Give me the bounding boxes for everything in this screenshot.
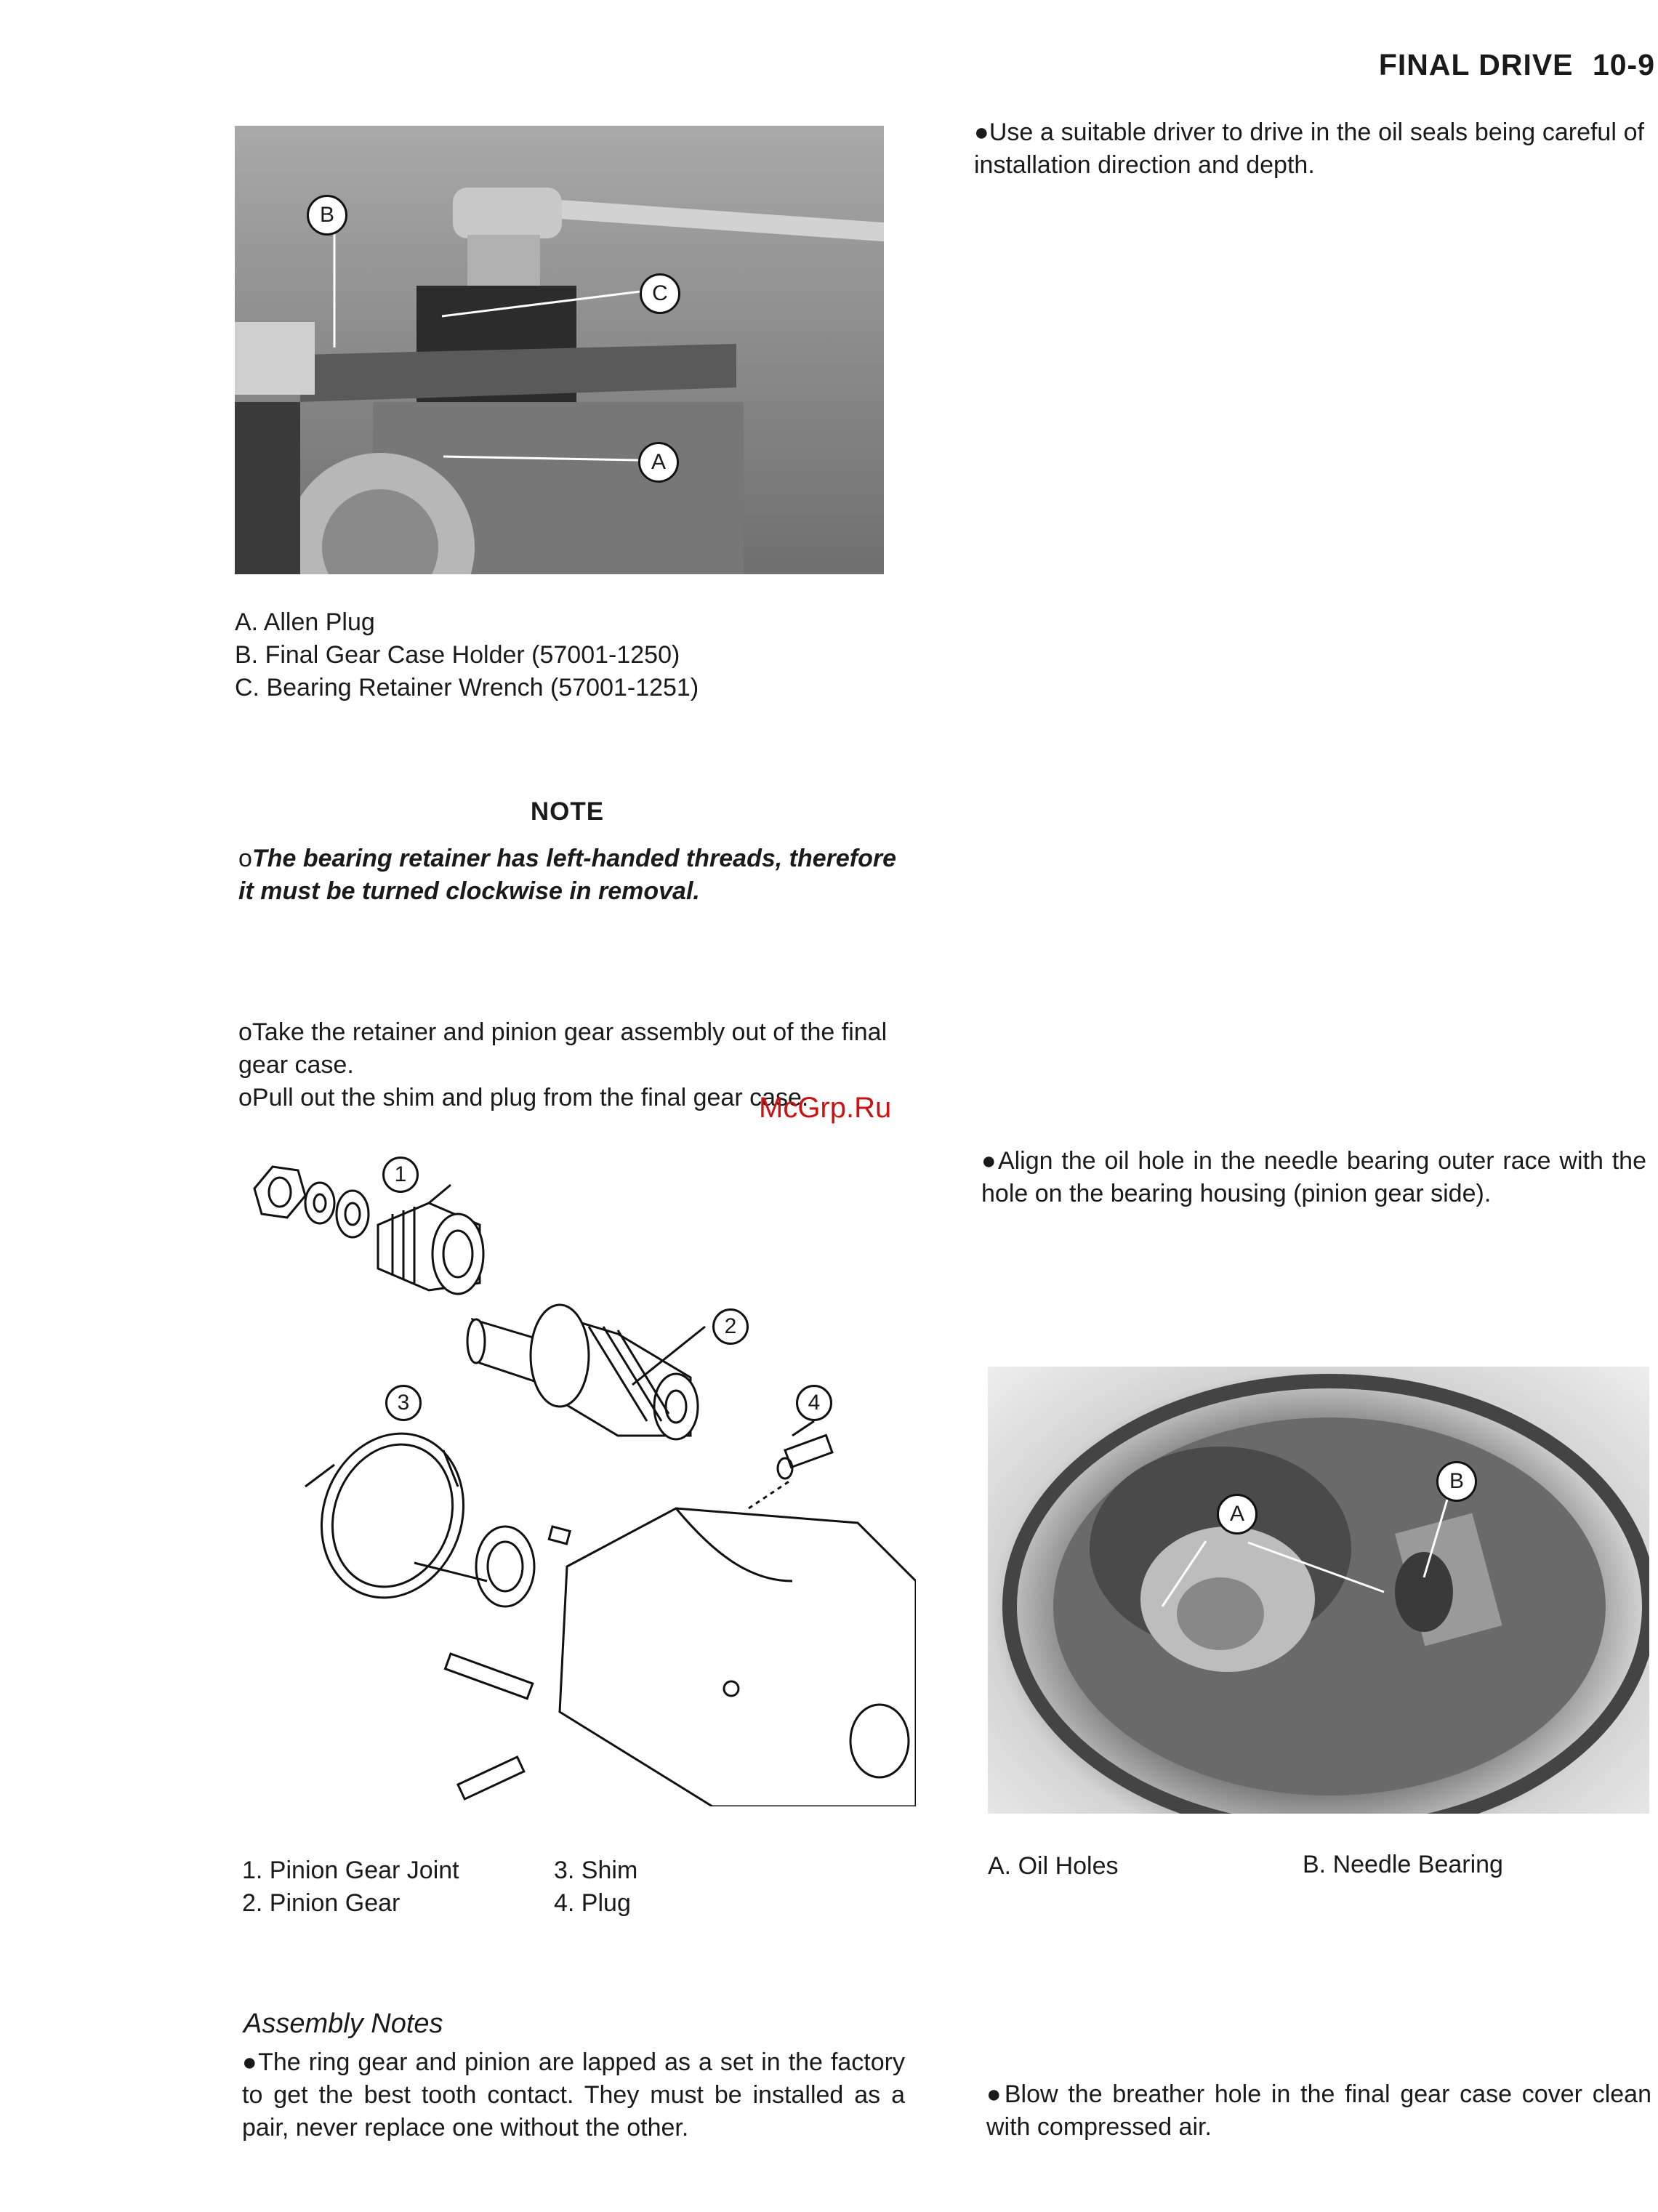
callout-a-oil-holes: A	[1217, 1494, 1257, 1535]
diagram-captions-right	[554, 1854, 845, 1920]
callout-a: A	[638, 442, 679, 483]
align-text: Align the oil hole in the needle bearing outer race with the hole on the bearing housing (pinion gear side).	[981, 1147, 1646, 1207]
step-take-retainer	[238, 1016, 904, 1082]
page-number: 10-9	[1592, 48, 1655, 81]
align-oil-hole-step	[981, 1145, 1646, 1210]
callout-1: 1	[382, 1157, 419, 1193]
note-body	[238, 842, 904, 908]
blow-breather-text: Blow the breather hole in the final gear case cover clean with compressed air.	[986, 2080, 1651, 2141]
photo1-captions	[235, 606, 889, 704]
note-title: NOTE	[530, 797, 605, 826]
caption-needle-bearing: B. Needle Bearing	[1303, 1851, 1503, 1878]
caption-2: 2. Pinion Gear	[242, 1889, 401, 1917]
assembly-note-text: The ring gear and pinion are lapped as a set in the factory to get the best tooth contact. They must be installed as a pair, never replace one without the other.	[242, 2048, 905, 2141]
callout-3: 3	[385, 1385, 422, 1421]
exploded-diagram	[240, 1145, 916, 1806]
callout-4: 4	[796, 1385, 832, 1421]
caption-c: C. Bearing Retainer Wrench (57001-1251)	[235, 674, 699, 701]
oil-seal-step	[974, 116, 1644, 182]
header-title: FINAL DRIVE	[1378, 48, 1574, 81]
callout-b: B	[307, 195, 347, 236]
photo-needle-bearing-drawing	[988, 1367, 1649, 1814]
caption-b: B. Final Gear Case Holder (57001-1250)	[235, 641, 680, 669]
step-bullet: o	[238, 1018, 252, 1046]
bullet: ●	[242, 2048, 259, 2076]
exploded-diagram-drawing	[240, 1145, 916, 1806]
assembly-notes-title: Assembly Notes	[244, 2008, 443, 2039]
blow-breather-step	[986, 2078, 1651, 2144]
page-header	[1379, 48, 1655, 82]
callout-b-needle-bearing: B	[1436, 1461, 1477, 1502]
bullet: ●	[986, 2080, 1005, 2108]
step-text: Pull out the shim and plug from the final gear case.	[251, 1084, 809, 1111]
watermark: McGrp.Ru	[759, 1092, 892, 1124]
oil-seal-text: Use a suitable driver to drive in the oil seals being careful of installation direction and depth.	[974, 118, 1644, 179]
bullet: ●	[981, 1147, 998, 1175]
caption-oil-holes: A. Oil Holes	[988, 1852, 1119, 1880]
assembly-note-body	[242, 2046, 905, 2144]
note-bullet: o	[238, 845, 252, 872]
caption-3: 3. Shim	[554, 1857, 638, 1884]
caption-1: 1. Pinion Gear Joint	[242, 1857, 459, 1884]
caption-4: 4. Plug	[554, 1889, 631, 1917]
caption-a: A. Allen Plug	[235, 608, 375, 636]
bullet: ●	[974, 118, 989, 146]
callout-2: 2	[712, 1308, 749, 1345]
note-text: The bearing retainer has left-handed threads, therefore it must be turned clockwise in removal.	[238, 845, 897, 905]
step-text: Take the retainer and pinion gear assembly out of the final gear case.	[238, 1018, 888, 1079]
photo-needle-bearing	[988, 1367, 1649, 1814]
step-bullet: o	[238, 1084, 252, 1111]
diagram-captions-left	[242, 1854, 547, 1920]
photo-gear-case-holder-drawing	[235, 126, 884, 574]
photo-gear-case-holder	[235, 126, 884, 574]
callout-c: C	[640, 273, 680, 314]
